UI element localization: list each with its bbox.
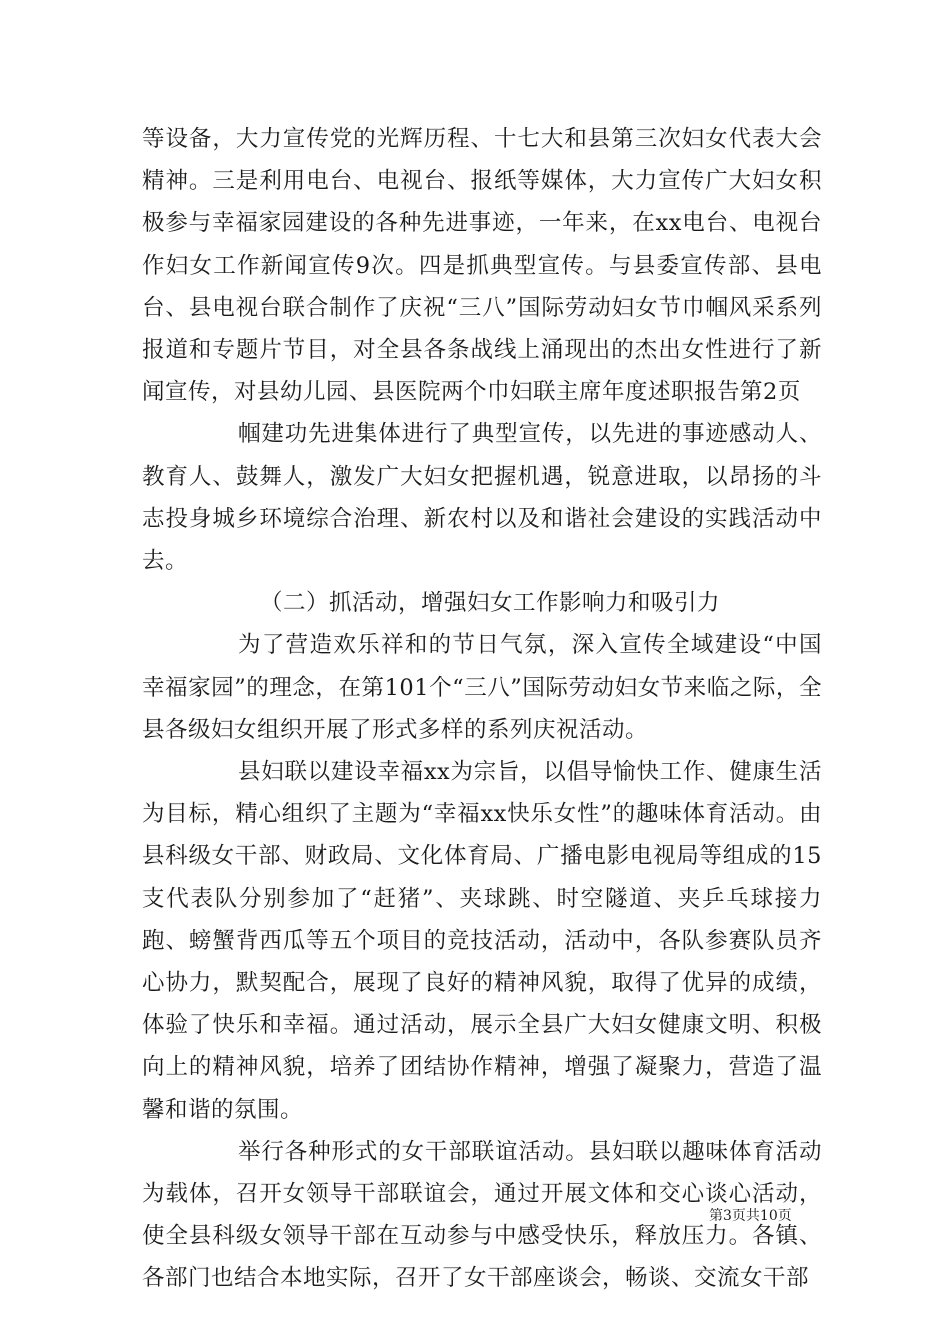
paragraph-1: 等设备，大力宣传党的光辉历程、十七大和县第三次妇女代表大会精神。三是利用电台、电视台、报纸等媒体，大力宣传广大妇女积极参与幸福家园建设的各种先进事迹，一年来，在xx电台、电视台作妇女工作新闻宣传9次。四是抓典型宣传。与县委宣传部、县电台、县电视台联合制作了庆祝“三八”国际劳动妇女节巾帼风采系列报道和专题片节目，对全县各条战线上涌现出的杰出女性进行了新闻宣传，对县幼儿园、县医院两个巾妇联主席年度述职报告第2页: [142, 126, 822, 406]
section-heading: （二）抓活动，增强妇女工作影响力和吸引力: [260, 590, 721, 617]
page-number: 第3页共10页: [709, 1208, 792, 1224]
document-body: [142, 118, 822, 1300]
paragraph-3: 为了营造欢乐祥和的节日气氛，深入宣传全域建设“中国幸福家园”的理念，在第101个“三八”国际劳动妇女节来临之际，全县各级妇女组织开展了形式多样的系列庆祝活动。: [142, 632, 822, 743]
paragraph-5: 举行各种形式的女干部联谊活动。县妇联以趣味体育活动为载体，召开女领导干部联谊会，通过开展文体和交心谈心活动，使全县科级女领导干部在互动参与中感受快乐，释放压力。各镇、各部门也结合本地实际，召开了女干部座谈会，畅谈、交流女干部: [142, 1138, 822, 1292]
paragraph-2: 帼建功先进集体进行了典型宣传，以先进的事迹感动人、教育人、鼓舞人，激发广大妇女把握机遇，锐意进取，以昂扬的斗志投身城乡环境综合治理、新农村以及和谐社会建设的实践活动中去。: [142, 421, 822, 575]
paragraph-4: 县妇联以建设幸福xx为宗旨，以倡导愉快工作、健康生活为目标，精心组织了主题为“幸福xx快乐女性”的趣味体育活动。由县科级女干部、财政局、文化体育局、广播电影电视局等组成的15支代表队分别参加了“赶猪”、夹球跳、时空隧道、夹乒乓球接力跑、螃蟹背西瓜等五个项目的竞技活动，活动中，各队参赛队员齐心协力，默契配合，展现了良好的精神风貌，取得了优异的成绩，体验了快乐和幸福。通过活动，展示全县广大妇女健康文明、积极向上的精神风貌，培养了团结协作精神，增强了凝聚力，营造了温馨和谐的氛围。: [142, 759, 822, 1123]
